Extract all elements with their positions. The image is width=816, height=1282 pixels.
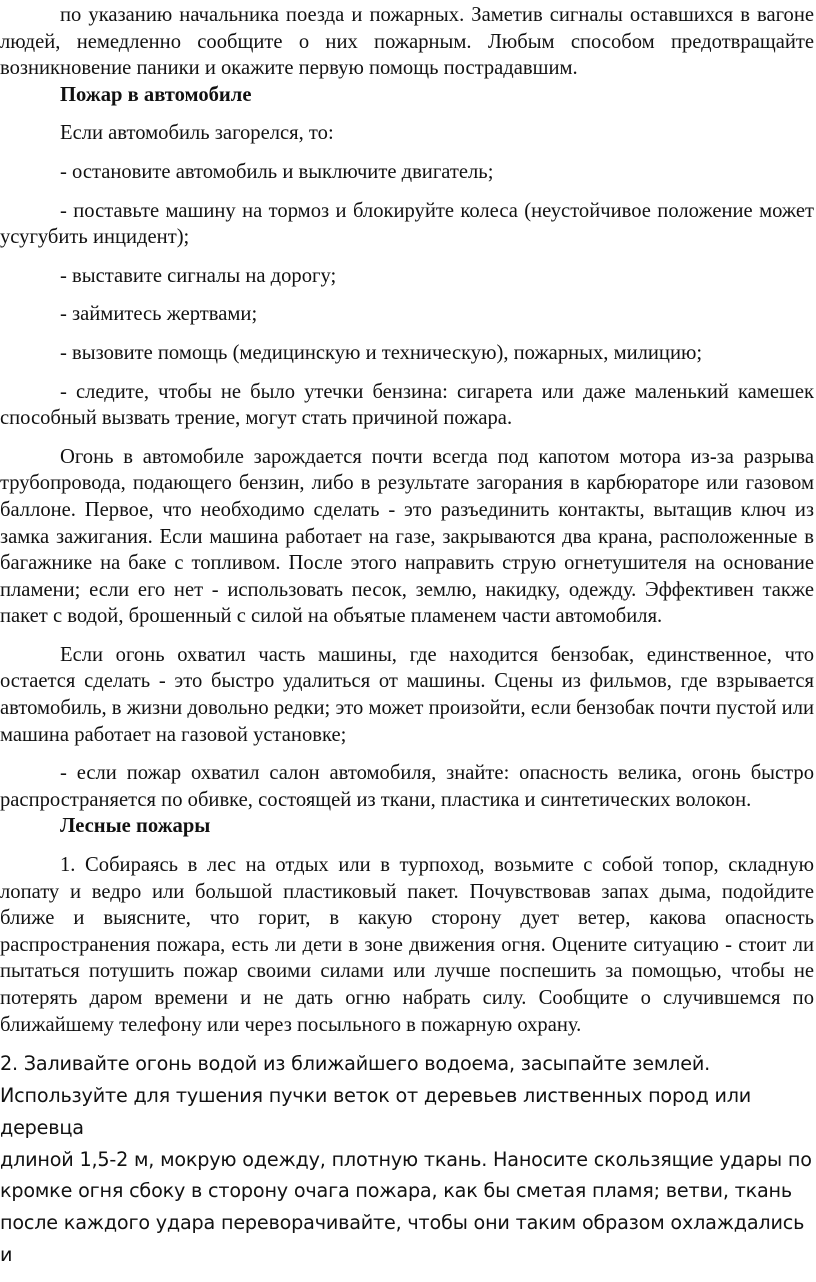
heading-car-fire: Пожар в автомобиле [60, 83, 252, 106]
paragraph-intro: по указанию начальника поезда и пожарных. Заметив сигналы оставшихся в вагоне людей, немедленно сообщите о них пожарным. Любым способом предотвращайте возникновение паники и окажите первую помощь пострадавшим. [0, 4, 814, 80]
text-line: после каждого удара переворачивайте, чтобы они таким образом охлаждались и [0, 1211, 805, 1266]
text-line: 2. Заливайте огонь водой из ближайшего водоема, засыпайте землей. [0, 1052, 711, 1076]
paragraph-car-fire-origin: Огонь в автомобиле зарождается почти всегда под капотом мотора из-за разрыва трубопровода, подающего бензин, либо в результате загорания в карбюраторе или газовом баллоне. Первое, что необходимо сделать - это разъединить контакты, вытащив ключ из замка зажигания. Если машина работает на газе, закрываются два крана, расположенные в багажнике на баке с топливом. После этого направить струю огнетушителя на основание пламени; если его нет - использовать песок, землю, накидку, одежду. Эффективен также пакет с водой, брошенный с силой на объятые пламенем части автомобиля. [0, 445, 814, 628]
list-item-brake-wheels: - поставьте машину на тормоз и блокируйте колеса (неустойчивое положение может усугубить инцидент); [0, 199, 814, 249]
paragraph-forest-step-1: 1. Собираясь в лес на отдых или в турпоход, возьмите с собой топор, складную лопату и ведро или большой пластиковый пакет. Почувствовав запах дыма, подойдите ближе и выясните, что горит, в какую сторону дует ветер, какова опасность распространения пожара, есть ли дети в зоне движения огня. Оцените ситуацию - стоит ли пытаться потушить пожар своими силами или лучше поспешить за помощью, чтобы не потерять даром времени и не дать огню набрать силу. Сообщите о случившемся по ближайшему телефону или через посыльного в пожарную охрану. [0, 854, 814, 1036]
list-item-stop-engine: - остановите автомобиль и выключите двигатель; [60, 160, 494, 183]
forest-step-2-block [0, 1048, 816, 1271]
text-line: длиной 1,5-2 м, мокрую одежду, плотную ткань. Наносите скользящие удары по [0, 1147, 812, 1171]
paragraph-fuel-tank: Если огонь охватил часть машины, где находится бензобак, единственное, что остается сделать - это быстро удалиться от машины. Сцены из фильмов, где взрывается автомобиль, в жизни довольно редки; это может произойти, если бензобак почти пустой или машина работает на газовой установке; [0, 643, 814, 746]
paragraph-salon-fire: - если пожар охватил салон автомобиля, знайте: опасность велика, огонь быстро распространяется по обивке, состоящей из ткани, пластика и синтетических волокон. [0, 762, 814, 811]
list-item-call-help: - вызовите помощь (медицинскую и техническую), пожарных, милицию; [60, 341, 703, 364]
text-line: кромке огня сбоку в сторону очага пожара, как бы сметая пламя; ветви, ткань [0, 1179, 792, 1203]
list-item-victims: - займитесь жертвами; [60, 303, 258, 326]
paragraph-car-lead: Если автомобиль загорелся, то: [60, 122, 334, 145]
heading-forest-fires: Лесные пожары [60, 815, 211, 838]
list-item-fuel-leak: - следите, чтобы не было утечки бензина: сигарета или даже маленький камешек способный вызвать трение, могут стать причиной пожара. [0, 380, 814, 430]
list-item-road-signals: - выставите сигналы на дорогу; [60, 264, 337, 287]
text-line: Используйте для тушения пучки веток от деревьев лиственных пород или деревца [0, 1083, 752, 1139]
